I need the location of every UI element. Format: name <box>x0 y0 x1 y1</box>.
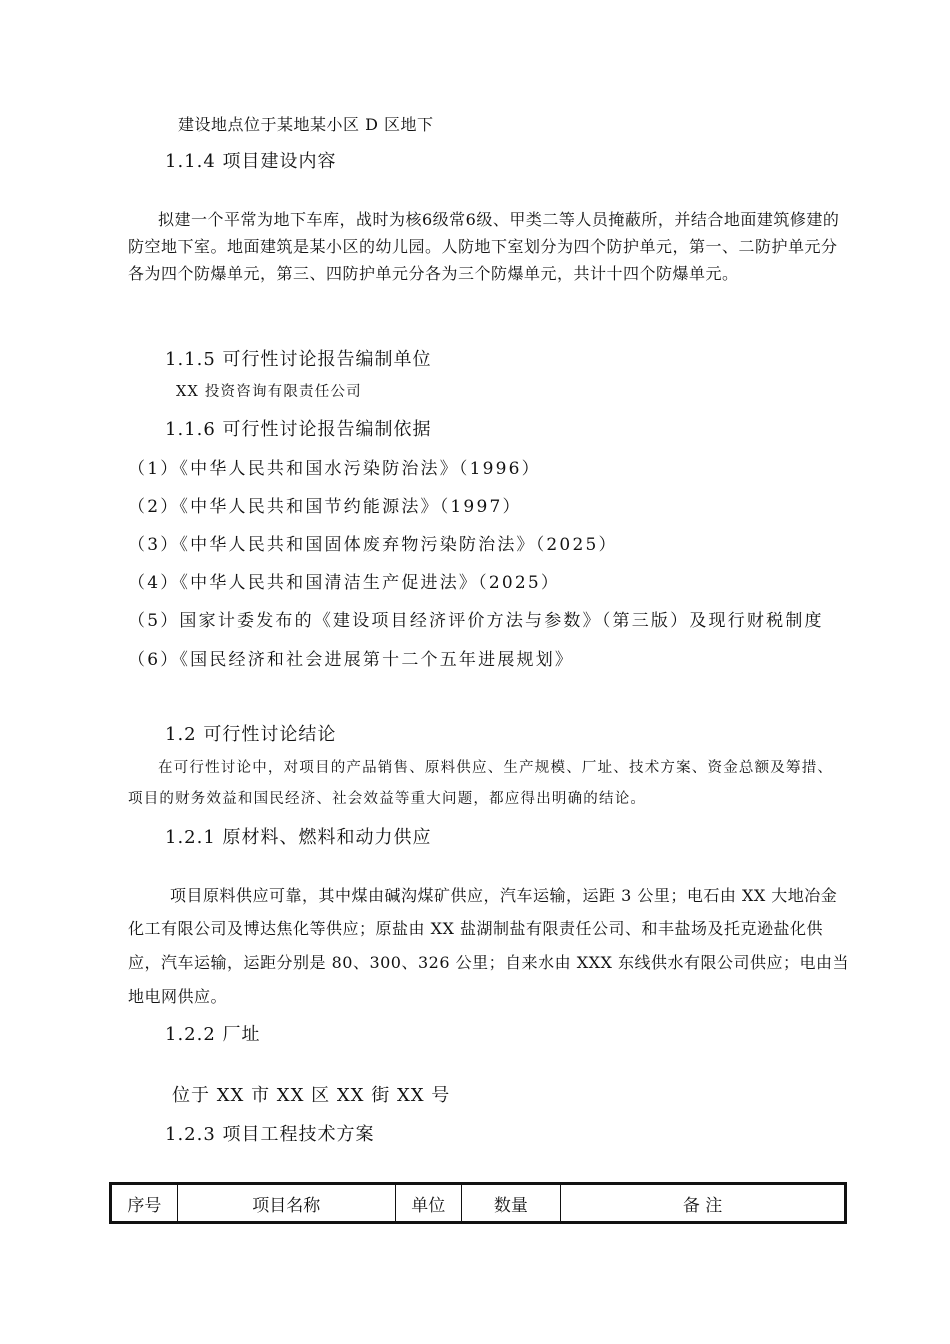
section-heading-1-2: 1.2 可行性讨论结论 <box>165 724 337 745</box>
paragraph-line: 化工有限公司及博达焦化等供应；原盐由 XX 盐湖制盐有限责任公司、和丰盐场及托克逊盐化供 <box>128 919 823 938</box>
paragraph-line: 防空地下室。地面建筑是某小区的幼儿园。人防地下室划分为四个防护单元，第一、二防护单元分 <box>128 237 838 256</box>
table-header-row <box>111 1184 846 1223</box>
company-name: XX 投资咨询有限责任公司 <box>176 384 362 400</box>
location-line: 建设地点位于某地某小区 D 区地下 <box>178 115 434 134</box>
column-header-remarks: 备 注 <box>561 1184 846 1223</box>
reference-item: （1）《中华人民共和国水污染防治法》（1996） <box>128 459 541 479</box>
reference-item: （5）国家计委发布的《建设项目经济评价方法与参数》（第三版）及现行财税制度 <box>128 611 824 631</box>
reference-item: （6）《国民经济和社会进展第十二个五年进展规划》 <box>128 650 575 670</box>
project-spec-table <box>109 1182 847 1224</box>
paragraph-line: 在可行性讨论中，对项目的产品销售、原料供应、生产规模、厂址、技术方案、资金总额及筹措、 <box>158 760 834 776</box>
paragraph-line: 项目的财务效益和国民经济、社会效益等重大问题，都应得出明确的结论。 <box>128 791 647 807</box>
column-header-unit: 单位 <box>395 1184 461 1223</box>
column-header-item-name: 项目名称 <box>177 1184 395 1223</box>
paragraph-line: 应，汽车运输，运距分别是 80、300、326 公里；自来水由 XXX 东线供水有限公司供应；电由当 <box>128 953 849 972</box>
section-heading-1-2-1: 1.2.1 原材料、燃料和动力供应 <box>165 827 432 848</box>
section-heading-1-2-2: 1.2.2 厂址 <box>165 1024 261 1045</box>
reference-item: （4）《中华人民共和国清洁生产促进法》（2025） <box>128 573 561 593</box>
reference-item: （2）《中华人民共和国节约能源法》（1997） <box>128 497 522 517</box>
paragraph-line: 各为四个防爆单元，第三、四防护单元分各为三个防爆单元，共计十四个防爆单元。 <box>128 264 739 283</box>
paragraph-line: 地电网供应。 <box>128 987 228 1006</box>
column-header-index: 序号 <box>111 1184 178 1223</box>
column-header-quantity: 数量 <box>461 1184 561 1223</box>
site-address: 位于 XX 市 XX 区 XX 街 XX 号 <box>172 1085 451 1106</box>
paragraph-line: 拟建一个平常为地下车库，战时为核6级常6级、甲类二等人员掩蔽所，并结合地面建筑修建的 <box>158 210 840 229</box>
section-heading-1-1-4: 1.1.4 项目建设内容 <box>165 151 337 172</box>
section-heading-1-2-3: 1.2.3 项目工程技术方案 <box>165 1124 375 1145</box>
reference-item: （3）《中华人民共和国固体废弃物污染防治法》（2025） <box>128 535 618 555</box>
paragraph-line: 项目原料供应可靠，其中煤由碱沟煤矿供应，汽车运输，运距 3 公里；电石由 XX 大地冶金 <box>170 886 838 905</box>
section-heading-1-1-5: 1.1.5 可行性讨论报告编制单位 <box>165 349 432 370</box>
section-heading-1-1-6: 1.1.6 可行性讨论报告编制依据 <box>165 419 432 440</box>
